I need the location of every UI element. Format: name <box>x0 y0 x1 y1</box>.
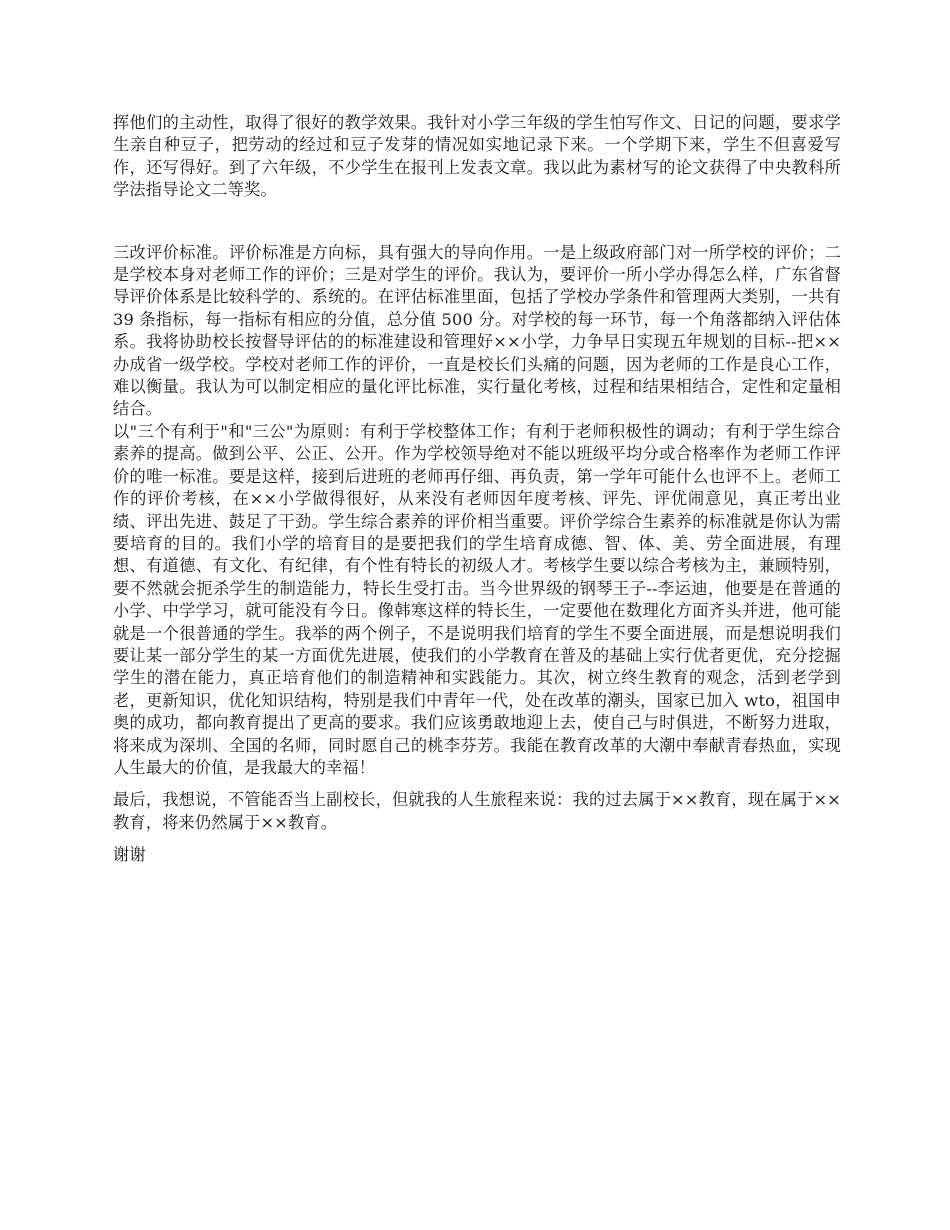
paragraph-spacer <box>113 202 841 242</box>
closing-thanks: 谢谢 <box>113 845 146 865</box>
paragraph-teaching-effect: 挥他们的主动性，取得了很好的教学效果。我针对小学三年级的学生怕写作文、日记的问题，要求学生亲自种豆子，把劳动的经过和豆子发芽的情况如实地记录下来。一个学期下来，学生不但喜爱写作，还写得好。到了六年级，不少学生在报刊上发表文章。我以此为素材写的论文获得了中央教科所学法指导论文二等奖。 <box>113 113 841 200</box>
paragraph-conclusion: 最后，我想说，不管能否当上副校长，但就我的人生旅程来说：我的过去属于××教育，现在属于××教育，将来仍然属于××教育。 <box>113 790 841 832</box>
paragraph-evaluation-standard: 三改评价标准。评价标准是方向标，具有强大的导向作用。一是上级政府部门对一所学校的评价；二是学校本身对老师工作的评价；三是对学生的评价。我认为，要评价一所小学办得怎么样，广东省督导评价体系是比较科学的、系统的。在评估标准里面，包括了学校办学条件和管理两大类别，一共有 39 条指标，每一指标有相应的分值，总分值 500 分。对学校的每一环节，每一个角落都纳入评估体系。我将协助校长按督导评估的的标准建设和管理好××小学，力争早日实现五年规划的目标--把××办成省一级学校。学校对老师工作的评价，一直是校长们头痛的问题，因为老师的工作是良心工作，难以衡量。我认为可以制定相应的量化评比标准，实行量化考核，过程和结果相结合，定性和定量相结合。 <box>113 242 841 419</box>
paragraph-spacer <box>113 779 841 789</box>
paragraph-evaluation-principles: 以"三个有利于"和"三公"为原则：有利于学校整体工作；有利于老师积极性的调动；有利于学生综合素养的提高。做到公平、公正、公开。作为学校领导绝对不能以班级平均分或合格率作为老师工作评价的唯一标准。要是这样，接到后进班的老师再仔细、再负责，第一学年可能什么也评不上。老师工作的评价考核，在××小学做得很好，从来没有老师因年度考核、评先、评优闹意见，真正考出业绩、评出先进、鼓足了干劲。学生综合素养的评价相当重要。评价学综合生素养的标准就是你认为需要培育的目的。我们小学的培育目的是要把我们的学生培育成德、智、体、美、劳全面进展，有理想、有道德、有文化、有纪律，有个性有特长的初级人才。考核学生要以综合考核为主，兼顾特别，要不然就会扼杀学生的制造能力，特长生受打击。当今世界级的钢琴王子--李运迪，他要是在普通的小学、中学学习，就可能没有今日。像韩寒这样的特长生，一定要他在数理化方面齐头并进，他可能就是一个很普通的学生。我举的两个例子，不是说明我们培育的学生不要全面进展，而是想说明我们要让某一部分学生的某一方面优先进展，使我们的小学教育在普及的基础上实行优者更优，充分挖掘学生的潜在能力，真正培育他们的制造精神和实践能力。其次，树立终生教育的观念，活到老学到老，更新知识，优化知识结构，特别是我们中青年一代，处在改革的潮头，国家已加入 wto，祖国申奥的成功，都向教育提出了更高的要求。我们应该勇敢地迎上去，使自己与时俱进，不断努力进取，将来成为深圳、全国的名师，同时愿自己的桃李芬芳。我能在教育改革的大潮中奉献青春热血，实现人生最大的价值，是我最大的幸福！ <box>113 421 841 777</box>
paragraph-spacer <box>113 834 841 844</box>
document-body <box>113 112 841 867</box>
